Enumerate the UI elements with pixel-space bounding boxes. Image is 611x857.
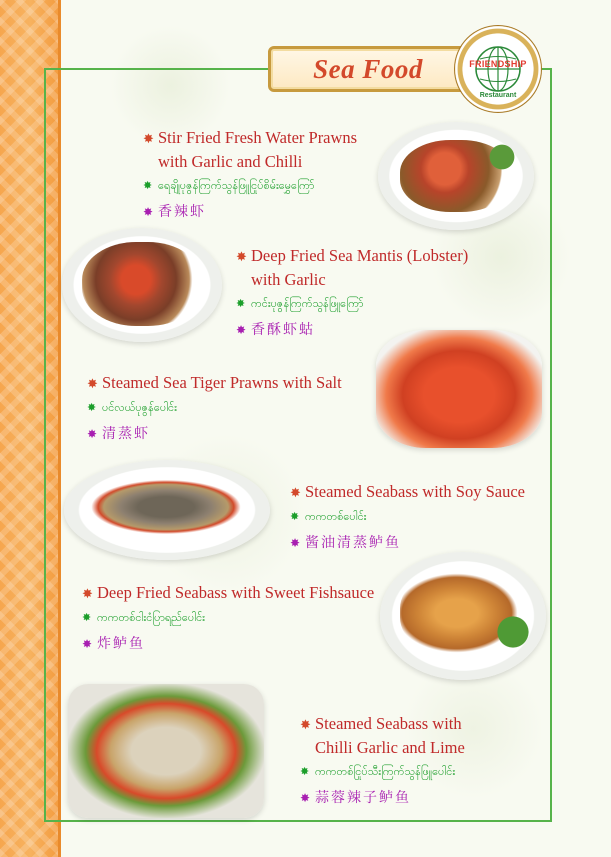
dish-name-myanmar: ကကတစ်ပေါင်း	[305, 510, 367, 523]
asterisk-bullet-icon: ✸	[290, 485, 301, 500]
dish-name-chinese: 香酥虾蛄	[251, 322, 315, 338]
dish-photo-seabass-chilli-lime	[68, 684, 264, 818]
dish-photo-tiger-prawns	[376, 330, 542, 448]
title-plaque	[268, 46, 468, 92]
dish-name-myanmar: ကကတစ်ငါးငံပြာရည်ပေါင်း	[97, 611, 205, 624]
asterisk-bullet-icon: ✸	[300, 765, 310, 778]
asterisk-bullet-icon: ✸	[300, 791, 313, 805]
dish-name-myanmar: ကင်းပုဇွန်ကြက်သွန်ဖြူကြော်	[251, 297, 364, 310]
page-title: Sea Food	[313, 53, 423, 84]
dish-name-english: Steamed Sea Tiger Prawns with Salt	[102, 373, 342, 392]
asterisk-bullet-icon: ✸	[236, 249, 247, 264]
asterisk-bullet-icon: ✸	[300, 717, 311, 732]
asterisk-bullet-icon: ✸	[236, 323, 249, 337]
restaurant-logo	[455, 26, 541, 112]
dish-photo-prawns	[378, 122, 534, 230]
menu-item	[87, 371, 377, 448]
asterisk-bullet-icon: ✸	[290, 510, 300, 523]
menu-item	[290, 480, 545, 557]
menu-item	[236, 244, 506, 344]
dish-name-myanmar: ကကတစ်ငြုပ်သီးကြက်သွန်ဖြူပေါင်း	[315, 765, 456, 778]
asterisk-bullet-icon: ✸	[82, 637, 95, 651]
asterisk-bullet-icon: ✸	[290, 536, 303, 550]
dish-name-chinese: 蒜蓉辣子鲈鱼	[315, 790, 411, 806]
menu-item	[82, 581, 402, 658]
asterisk-bullet-icon: ✸	[143, 131, 154, 146]
asterisk-bullet-icon: ✸	[82, 611, 92, 624]
dish-name-myanmar: ရေချိုပုဇွန်ကြက်သွန်ဖြူငြုပ်စိမ်းမွှေကြော်	[158, 179, 315, 192]
globe-icon	[455, 26, 541, 112]
dish-photo-sea-mantis	[62, 228, 222, 342]
asterisk-bullet-icon: ✸	[82, 586, 93, 601]
dish-name-chinese: 炸鲈鱼	[97, 636, 145, 652]
dish-photo-seabass-soy	[64, 460, 270, 560]
menu-item	[300, 712, 545, 812]
asterisk-bullet-icon: ✸	[143, 205, 156, 219]
logo-subtitle: Restaurant	[479, 92, 517, 99]
asterisk-bullet-icon: ✸	[143, 179, 153, 192]
asterisk-bullet-icon: ✸	[87, 376, 98, 391]
dish-name-myanmar: ပင်လယ်ပုဇွန်ပေါင်း	[102, 401, 177, 414]
logo-name: FRIENDSHIP	[469, 59, 527, 69]
asterisk-bullet-icon: ✸	[87, 427, 100, 441]
dish-name-english: Stir Fried Fresh Water Prawns with Garlic and Chilli	[158, 128, 358, 171]
dish-name-english: Steamed Seabass with Soy Sauce	[305, 482, 525, 501]
dish-name-english: Steamed Seabass with Chilli Garlic and Lime	[315, 714, 465, 757]
dish-name-chinese: 酱油清蒸鲈鱼	[305, 535, 401, 551]
dish-name-chinese: 香辣虾	[158, 204, 206, 220]
asterisk-bullet-icon: ✸	[236, 297, 246, 310]
dish-name-english: Deep Fried Seabass with Sweet Fishsauce	[97, 583, 375, 602]
asterisk-bullet-icon: ✸	[87, 401, 97, 414]
dish-name-chinese: 清蒸虾	[102, 426, 150, 442]
menu-item	[143, 126, 383, 226]
dish-photo-fried-seabass	[380, 552, 546, 680]
dish-name-english: Deep Fried Sea Mantis (Lobster) with Garlic	[251, 246, 469, 289]
